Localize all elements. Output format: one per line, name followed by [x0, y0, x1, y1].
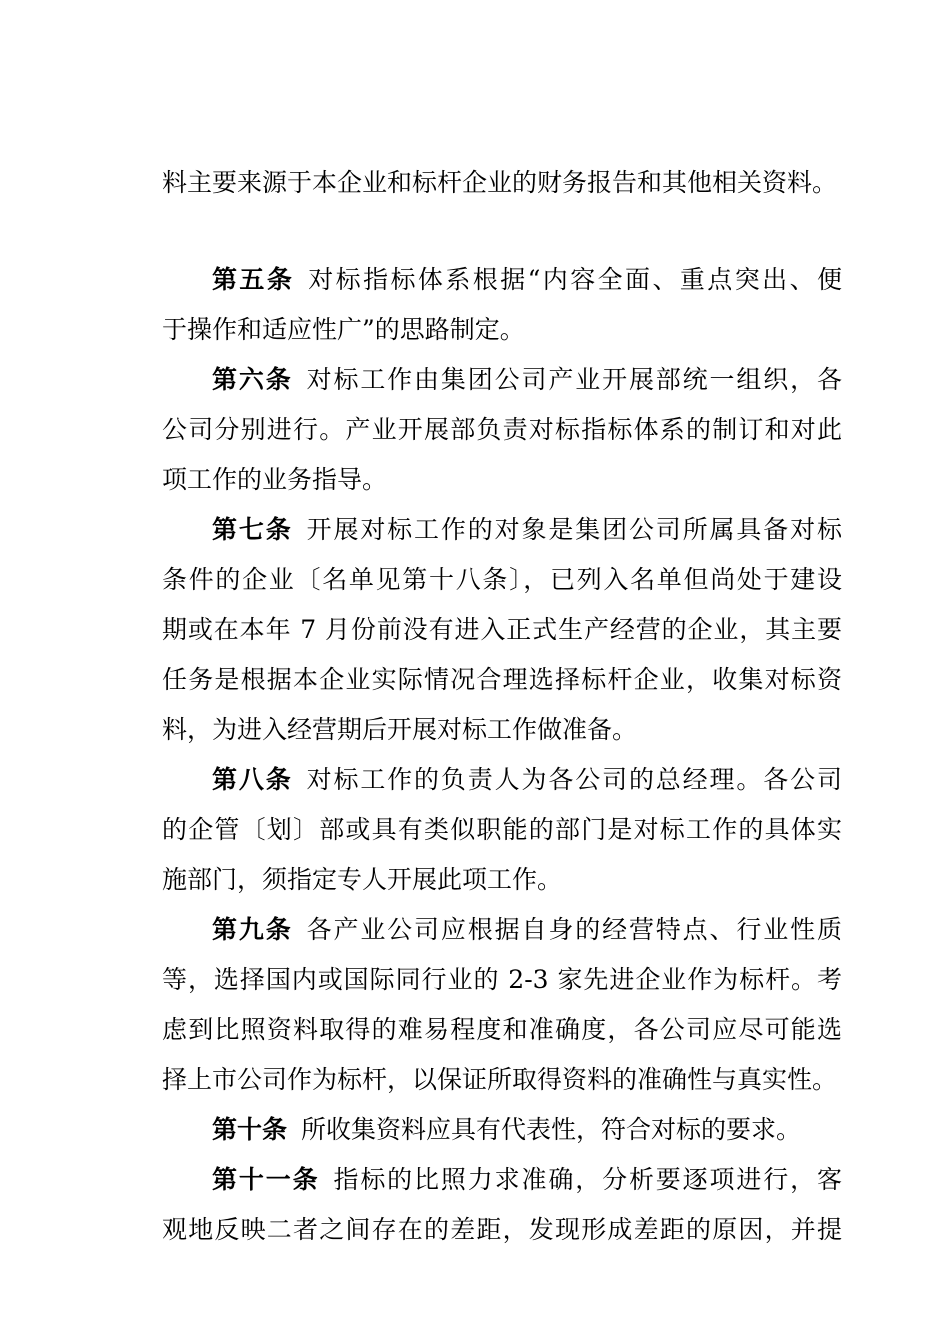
- article-heading: 第五条: [212, 265, 295, 294]
- paragraph-text: 开展对标工作的对象是集团公司所属具备对标: [306, 515, 842, 544]
- paragraph-line: 料主要来源于本企业和标杆企业的财务报告和其他相关资料。: [162, 168, 838, 197]
- paragraph-line: 施部门，须指定专人开展此项工作。: [162, 865, 563, 894]
- paragraph-line: 的企管〔划〕部或具有类似职能的部门是对标工作的具体实: [162, 815, 842, 844]
- article-10-first-line: [212, 1110, 842, 1150]
- paragraph-text: 所收集资料应具有代表性，符合对标的要求。: [301, 1115, 802, 1144]
- article-heading: 第七条: [212, 515, 293, 544]
- paragraph-line: 公司分别进行。产业开展部负责对标指标体系的制订和对此: [162, 415, 842, 444]
- article-heading: 第十条: [212, 1115, 288, 1144]
- paragraph-line: 项工作的业务指导。: [162, 465, 388, 494]
- paragraph-line: 任务是根据本企业实际情况合理选择标杆企业，收集对标资: [162, 665, 842, 694]
- paragraph-text: 指标的比照力求准确，分析要逐项进行，客: [333, 1165, 842, 1194]
- article-7-first-line: [212, 510, 842, 550]
- article-heading: 第九条: [212, 915, 293, 944]
- article-heading: 第六条: [212, 365, 293, 394]
- paragraph-text: 对标指标体系根据“内容全面、重点突出、便: [308, 265, 842, 294]
- paragraph-line: 期或在本年 7 月份前没有进入正式生产经营的企业，其主要: [162, 615, 842, 644]
- paragraph-line: 条件的企业〔名单见第十八条〕，已列入名单但尚处于建设: [162, 565, 842, 594]
- paragraph-line: 择上市公司作为标杆，以保证所取得资料的准确性与真实性。: [162, 1065, 838, 1094]
- paragraph-text: 各产业公司应根据自身的经营特点、行业性质: [306, 915, 842, 944]
- paragraph-text: 对标工作由集团公司产业开展部统一组织，各: [306, 365, 842, 394]
- paragraph-line: 于操作和适应性广”的思路制定。: [162, 315, 525, 344]
- article-heading: 第八条: [212, 765, 293, 794]
- article-heading: 第十一条: [212, 1165, 320, 1194]
- paragraph-line: 料，为进入经营期后开展对标工作做准备。: [162, 715, 638, 744]
- article-9-first-line: [212, 910, 842, 950]
- article-5-first-line: [212, 260, 842, 300]
- paragraph-text: 对标工作的负责人为各公司的总经理。各公司: [306, 765, 842, 794]
- article-6-first-line: [212, 360, 842, 400]
- paragraph-line: 等，选择国内或国际同行业的 2-3 家先进企业作为标杆。考: [162, 965, 842, 994]
- paragraph-line: 虑到比照资料取得的难易程度和准确度，各公司应尽可能选: [162, 1015, 842, 1044]
- article-8-first-line: [212, 760, 842, 800]
- article-11-first-line: [212, 1160, 842, 1200]
- paragraph-line: 观地反映二者之间存在的差距，发现形成差距的原因，并提: [162, 1215, 842, 1244]
